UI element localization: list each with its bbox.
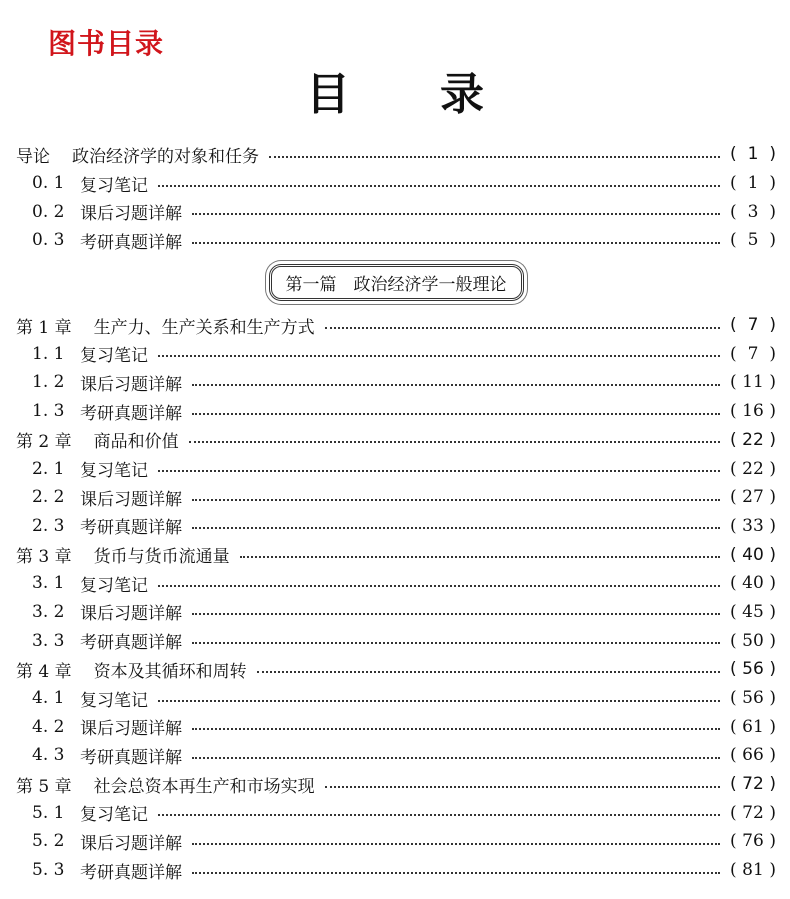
page-number-value: 72 <box>742 774 764 795</box>
toc-section-entry[interactable] <box>16 569 776 598</box>
toc-chapter-entry[interactable] <box>16 770 776 799</box>
page-number <box>730 315 776 335</box>
open-paren: ( <box>730 201 737 222</box>
page-number-value: 27 <box>742 487 764 508</box>
page-number <box>730 516 776 536</box>
dot-leader <box>158 354 720 357</box>
close-paren: ) <box>769 659 776 680</box>
close-paren: ) <box>769 688 776 709</box>
page-number-value: 5 <box>747 230 759 251</box>
open-paren: ( <box>730 630 737 651</box>
dot-leader <box>192 412 720 415</box>
part-banner[interactable]: 第一篇 政治经济学一般理论 <box>269 264 524 301</box>
open-paren: ( <box>730 716 737 737</box>
open-paren: ( <box>730 515 737 536</box>
page-number <box>730 688 776 708</box>
dot-leader <box>192 526 720 529</box>
page-number-value: 76 <box>742 831 764 852</box>
close-paren: ) <box>769 343 776 364</box>
section-title: 复习笔记 <box>80 346 148 367</box>
part-banner-wrapper <box>16 255 776 311</box>
section-number: 5. 3 <box>32 860 65 881</box>
chapter-title: 政治经济学的对象和任务 <box>72 146 259 167</box>
page-number-value: 1 <box>747 173 759 194</box>
page-number-value: 7 <box>747 315 759 336</box>
page-number <box>730 774 776 794</box>
toc-chapter-entry[interactable] <box>16 426 776 455</box>
chapter-number: 第 1 章 <box>16 317 72 338</box>
section-number: 1. 2 <box>32 372 65 393</box>
dot-leader <box>325 326 720 329</box>
section-number: 4. 1 <box>32 688 65 709</box>
toc-section-entry[interactable] <box>16 684 776 713</box>
section-number: 0. 2 <box>32 201 65 222</box>
section-title: 课后习题详解 <box>80 833 182 854</box>
chapter-number: 第 4 章 <box>16 661 72 682</box>
open-paren: ( <box>730 774 737 795</box>
open-paren: ( <box>730 230 737 251</box>
close-paren: ) <box>769 515 776 536</box>
chapter-title: 商品和价值 <box>93 432 179 453</box>
page-number <box>730 602 776 622</box>
section-number: 3. 1 <box>32 573 65 594</box>
open-paren: ( <box>730 343 737 364</box>
open-paren: ( <box>730 831 737 852</box>
section-title: 课后习题详解 <box>80 374 182 395</box>
page-number <box>730 831 776 851</box>
toc-section-entry[interactable] <box>16 512 776 541</box>
close-paren: ) <box>769 201 776 222</box>
toc-section-entry[interactable] <box>16 712 776 741</box>
open-paren: ( <box>730 573 737 594</box>
dot-leader <box>192 842 720 845</box>
section-title: 复习笔记 <box>80 690 148 711</box>
section-number: 4. 3 <box>32 745 65 766</box>
chapter-number: 导论 <box>16 146 50 167</box>
section-title: 复习笔记 <box>80 575 148 596</box>
close-paren: ) <box>769 315 776 336</box>
page-number <box>730 372 776 392</box>
close-paren: ) <box>769 745 776 766</box>
page-number-value: 22 <box>742 458 764 479</box>
close-paren: ) <box>769 458 776 479</box>
page-number-value: 22 <box>742 429 764 450</box>
section-title: 考研真题详解 <box>80 518 182 539</box>
close-paren: ) <box>769 774 776 795</box>
close-paren: ) <box>769 544 776 565</box>
section-title: 考研真题详解 <box>80 747 182 768</box>
toc-chapter-entry[interactable] <box>16 540 776 569</box>
open-paren: ( <box>730 401 737 422</box>
dot-leader <box>158 699 720 702</box>
close-paren: ) <box>769 802 776 823</box>
dot-leader <box>257 670 720 673</box>
dot-leader <box>192 498 720 501</box>
open-paren: ( <box>730 173 737 194</box>
toc-section-entry[interactable] <box>16 741 776 770</box>
page-number-value: 3 <box>747 201 759 222</box>
section-title: 考研真题详解 <box>80 633 182 654</box>
open-paren: ( <box>730 144 737 165</box>
close-paren: ) <box>769 831 776 852</box>
page-number-value: 50 <box>742 630 764 651</box>
toc-section-entry[interactable] <box>16 856 776 885</box>
toc-section-entry[interactable] <box>16 368 776 397</box>
chapter-title: 生产力、生产关系和生产方式 <box>93 317 315 338</box>
page-number-value: 40 <box>742 544 764 565</box>
section-title: 课后习题详解 <box>80 489 182 510</box>
dot-leader <box>192 756 720 759</box>
page-number <box>730 459 776 479</box>
toc-section-entry[interactable] <box>16 397 776 426</box>
section-number: 5. 1 <box>32 802 65 823</box>
dot-leader <box>240 555 720 558</box>
toc-chapter-entry[interactable] <box>16 311 776 340</box>
section-title: 课后习题详解 <box>80 604 182 625</box>
page-number-value: 66 <box>742 745 764 766</box>
close-paren: ) <box>769 401 776 422</box>
page-number-value: 56 <box>742 688 764 709</box>
open-paren: ( <box>730 659 737 680</box>
close-paren: ) <box>769 144 776 165</box>
dot-leader <box>189 440 720 443</box>
chapter-number: 第 5 章 <box>16 776 72 797</box>
section-title: 课后习题详解 <box>80 719 182 740</box>
page-number <box>730 573 776 593</box>
page-number-value: 61 <box>742 716 764 737</box>
section-title: 复习笔记 <box>80 175 148 196</box>
close-paren: ) <box>769 372 776 393</box>
page-number <box>730 659 776 679</box>
open-paren: ( <box>730 860 737 881</box>
close-paren: ) <box>769 173 776 194</box>
dot-leader <box>158 584 720 587</box>
section-number: 4. 2 <box>32 716 65 737</box>
page-number <box>730 173 776 193</box>
toc-section-entry[interactable] <box>16 598 776 627</box>
section-number: 0. 1 <box>32 173 65 194</box>
dot-leader <box>192 212 720 215</box>
section-title: 复习笔记 <box>80 461 148 482</box>
close-paren: ) <box>769 573 776 594</box>
open-paren: ( <box>730 601 737 622</box>
page-number <box>730 860 776 880</box>
close-paren: ) <box>769 230 776 251</box>
section-number: 2. 1 <box>32 458 65 479</box>
close-paren: ) <box>769 630 776 651</box>
page-number <box>730 344 776 364</box>
page-number <box>730 487 776 507</box>
toc-chapter-entry[interactable] <box>16 140 776 169</box>
toc-section-entry[interactable] <box>16 454 776 483</box>
page-number-value: 16 <box>742 401 764 422</box>
chapter-title: 资本及其循环和周转 <box>93 661 247 682</box>
dot-leader <box>158 813 720 816</box>
close-paren: ) <box>769 429 776 450</box>
page-number-value: 45 <box>742 601 764 622</box>
dot-leader <box>192 241 720 244</box>
page-number-value: 33 <box>742 515 764 536</box>
toc-section-entry[interactable] <box>16 827 776 856</box>
section-number: 2. 2 <box>32 487 65 508</box>
open-paren: ( <box>730 487 737 508</box>
open-paren: ( <box>730 688 737 709</box>
toc-section-entry[interactable] <box>16 798 776 827</box>
dot-leader <box>269 155 720 158</box>
section-number: 1. 3 <box>32 401 65 422</box>
section-title: 考研真题详解 <box>80 862 182 883</box>
page-number-value: 56 <box>742 659 764 680</box>
page-number <box>730 202 776 222</box>
section-number: 3. 2 <box>32 601 65 622</box>
page-number-value: 81 <box>742 860 764 881</box>
section-number: 0. 3 <box>32 230 65 251</box>
page-number-value: 7 <box>747 343 759 364</box>
section-title: 课后习题详解 <box>80 204 182 225</box>
toc-section-entry[interactable] <box>16 169 776 198</box>
open-paren: ( <box>730 372 737 393</box>
dot-leader <box>192 727 720 730</box>
toc-section-entry[interactable] <box>16 483 776 512</box>
open-paren: ( <box>730 802 737 823</box>
dot-leader <box>325 785 720 788</box>
section-title: 考研真题详解 <box>80 403 182 424</box>
open-paren: ( <box>730 745 737 766</box>
page-number <box>730 803 776 823</box>
page-number <box>730 631 776 651</box>
dot-leader <box>158 469 720 472</box>
open-paren: ( <box>730 544 737 565</box>
section-number: 5. 2 <box>32 831 65 852</box>
page-number-value: 1 <box>747 144 759 165</box>
page-number <box>730 430 776 450</box>
page-number-value: 11 <box>742 372 764 393</box>
toc-chapter-entry[interactable] <box>16 655 776 684</box>
page-number <box>730 745 776 765</box>
section-title: 考研真题详解 <box>80 232 182 253</box>
toc-section-entry[interactable] <box>16 197 776 226</box>
page-number <box>730 401 776 421</box>
chapter-number: 第 3 章 <box>16 547 72 568</box>
toc-section-entry[interactable] <box>16 339 776 368</box>
dot-leader <box>192 383 720 386</box>
chapter-title: 货币与货币流通量 <box>93 547 230 568</box>
section-title: 复习笔记 <box>80 805 148 826</box>
page-number <box>730 230 776 250</box>
close-paren: ) <box>769 487 776 508</box>
chapter-number: 第 2 章 <box>16 432 72 453</box>
book-toc-badge: 图书目录 <box>48 27 165 60</box>
section-number: 2. 3 <box>32 515 65 536</box>
dot-leader <box>158 184 720 187</box>
close-paren: ) <box>769 860 776 881</box>
dot-leader <box>192 612 720 615</box>
open-paren: ( <box>730 458 737 479</box>
page-number <box>730 717 776 737</box>
dot-leader <box>192 641 720 644</box>
toc-section-entry[interactable] <box>16 626 776 655</box>
page-title: 目录 <box>306 69 574 120</box>
page-number-value: 40 <box>742 573 764 594</box>
table-of-contents <box>16 140 776 885</box>
page-number-value: 72 <box>742 802 764 823</box>
open-paren: ( <box>730 429 737 450</box>
close-paren: ) <box>769 601 776 622</box>
close-paren: ) <box>769 716 776 737</box>
section-number: 1. 1 <box>32 343 65 364</box>
page-number <box>730 545 776 565</box>
page-number <box>730 144 776 164</box>
section-number: 3. 3 <box>32 630 65 651</box>
toc-section-entry[interactable] <box>16 226 776 255</box>
open-paren: ( <box>730 315 737 336</box>
chapter-title: 社会总资本再生产和市场实现 <box>93 776 315 797</box>
dot-leader <box>192 871 720 874</box>
